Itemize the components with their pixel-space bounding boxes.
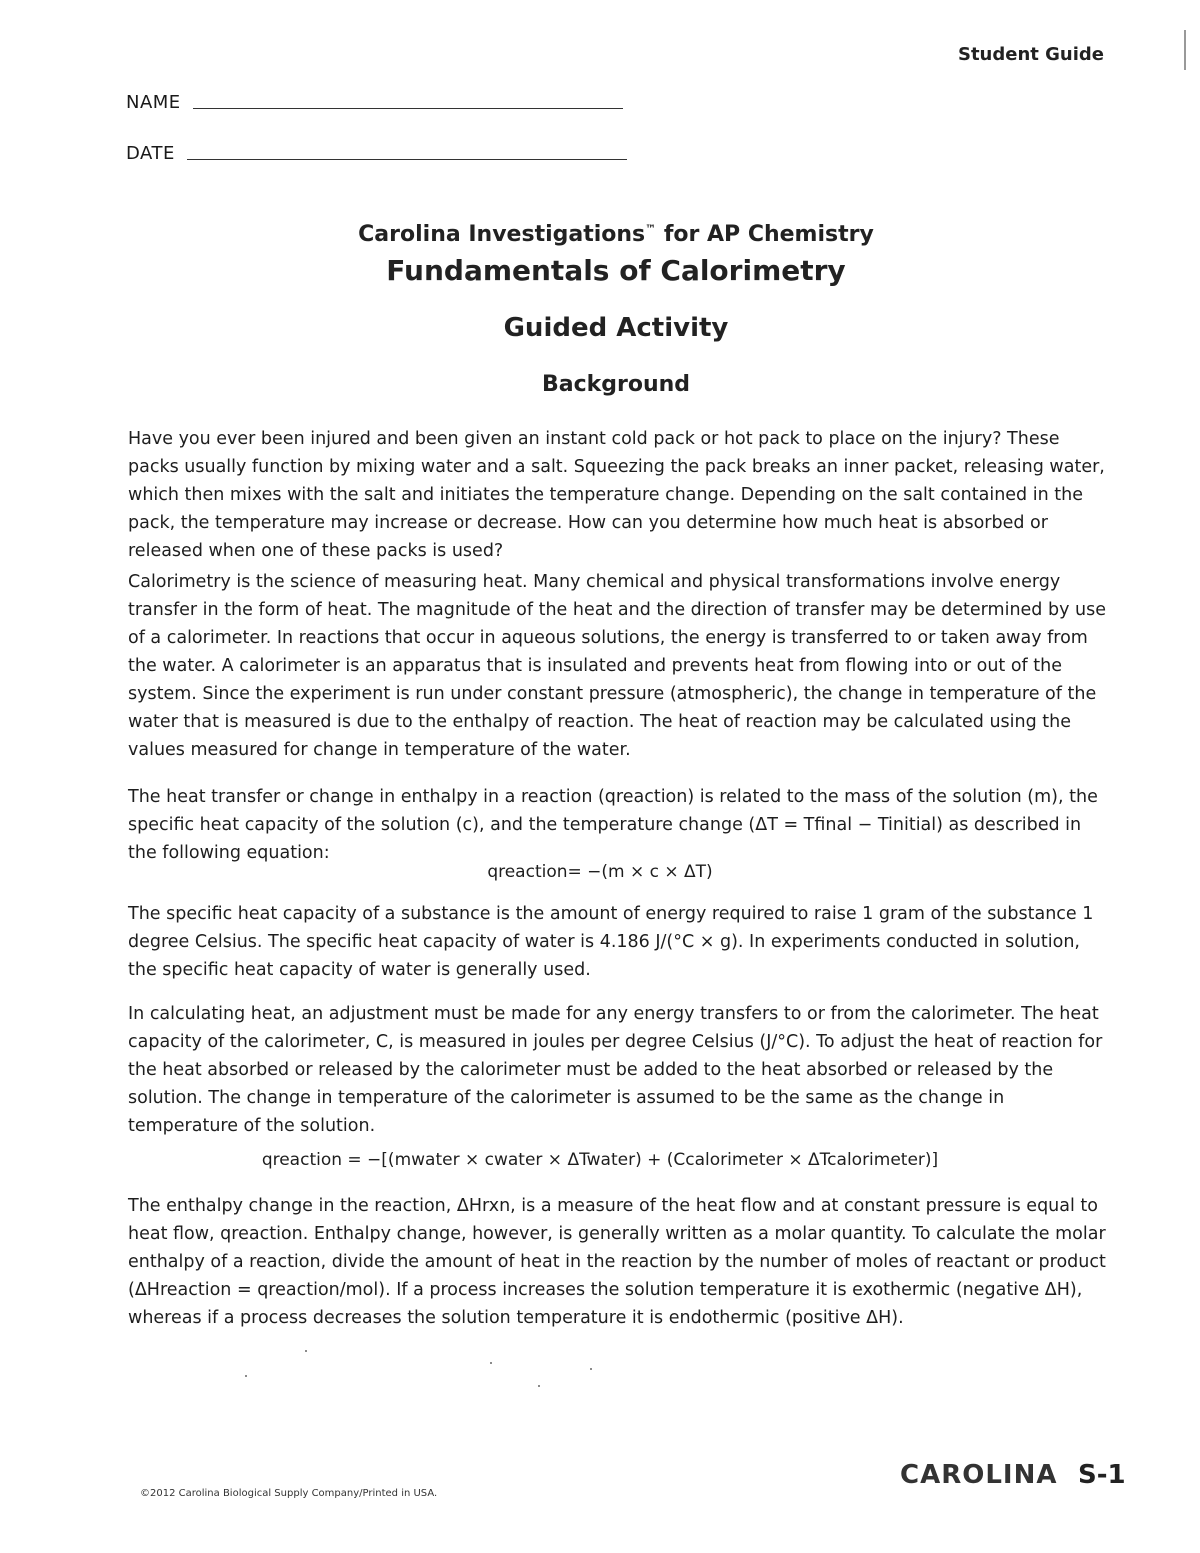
scan-speck (590, 1368, 592, 1370)
name-field[interactable] (126, 92, 623, 113)
series-name: Carolina Investigations (358, 222, 646, 247)
paragraph-enthalpy: The enthalpy change in the reaction, ΔHrxn, is a measure of the heat flow and at constant pressure is equal to heat flow, qreaction. Enthalpy change, however, is generally written as a molar quantity. To calculate the molar enthalpy of a reaction, divide the amount of heat in the reaction by the number of moles of reactant or product (ΔHreaction = qreaction/mol). If a process increases the solution temperature it is exothermic (negative ΔH), whereas if a process decreases the solution temperature it is endothermic (positive ΔH). (128, 1196, 1106, 1328)
trademark-mark: ™ (645, 222, 657, 236)
scan-speck (490, 1362, 492, 1364)
paragraph-calorimeter-adjust: In calculating heat, an adjustment must be made for any energy transfers to or from the calorimeter. The heat capacity of the calorimeter, C, is measured in joules per degree Celsius (J/°C). To adjust the heat of reaction for the heat absorbed or released by the calorimeter must be added to the heat absorbed or released by the solution. The change in temperature of the calorimeter is assumed to be the same as the change in temperature of the solution. (128, 1004, 1103, 1136)
page-number: S-1 (1078, 1460, 1126, 1490)
date-field[interactable] (126, 143, 627, 164)
scan-speck (305, 1350, 307, 1352)
paragraph-specific-heat: The specific heat capacity of a substance is the amount of energy required to raise 1 gram of the substance 1 degree Celsius. The specific heat capacity of water is 4.186 J/(°C × g). In experiments conducted in solution, the specific heat capacity of water is generally used. (128, 904, 1094, 980)
name-label: NAME (126, 92, 181, 113)
equation-heat-reaction: qreaction= −(m × c × ΔT) (487, 862, 713, 882)
scan-edge-mark (1184, 30, 1186, 70)
carolina-logo: CAROLINA (900, 1460, 1058, 1490)
name-line[interactable] (193, 108, 623, 109)
scan-speck (245, 1375, 247, 1377)
activity-title: Guided Activity (503, 313, 729, 343)
paragraph-calorimetry: Calorimetry is the science of measuring heat. Many chemical and physical transformations involve energy transfer in the form of heat. The magnitude of the heat and the direction of transfer may be determined by use of a calorimeter. In reactions that occur in aqueous solutions, the energy is transferred to or taken away from the water. A calorimeter is an apparatus that is insulated and prevents heat from flowing into or out of the system. Since the experiment is run under constant pressure (atmospheric), the change in temperature of the water that is measured is due to the enthalpy of reaction. The heat of reaction may be calculated using the values measured for change in temperature of the water. (128, 572, 1106, 760)
paragraph-heat-transfer: The heat transfer or change in enthalpy in a reaction (qreaction) is related to the mass of the solution (m), the specific heat capacity of the solution (c), and the temperature change (ΔT = Tfinal − Tinitial) as described in the following equation: (128, 787, 1098, 863)
series-tail: for AP Chemistry (656, 222, 874, 247)
paragraph-intro: Have you ever been injured and been given an instant cold pack or hot pack to place on the injury? These packs usually function by mixing water and a salt. Squeezing the pack breaks an inner packet, releasing water, which then mixes with the salt and initiates the temperature change. Depending on the salt contained in the pack, the temperature may increase or decrease. How can you determine how much heat is absorbed or released when one of these packs is used? (128, 429, 1105, 561)
series-title (0, 222, 1200, 247)
scan-speck (538, 1385, 540, 1387)
main-title: Fundamentals of Calorimetry (386, 254, 846, 287)
section-heading: Background (541, 372, 691, 397)
date-label: DATE (126, 143, 175, 164)
copyright-notice: ©2012 Carolina Biological Supply Company/Printed in USA. (140, 1488, 438, 1499)
date-line[interactable] (187, 159, 627, 160)
guide-label: Student Guide (957, 44, 1104, 65)
equation-calorimeter: qreaction = −[(mwater × cwater × ΔTwater) + (Ccalorimeter × ΔTcalorimeter)] (261, 1150, 939, 1170)
